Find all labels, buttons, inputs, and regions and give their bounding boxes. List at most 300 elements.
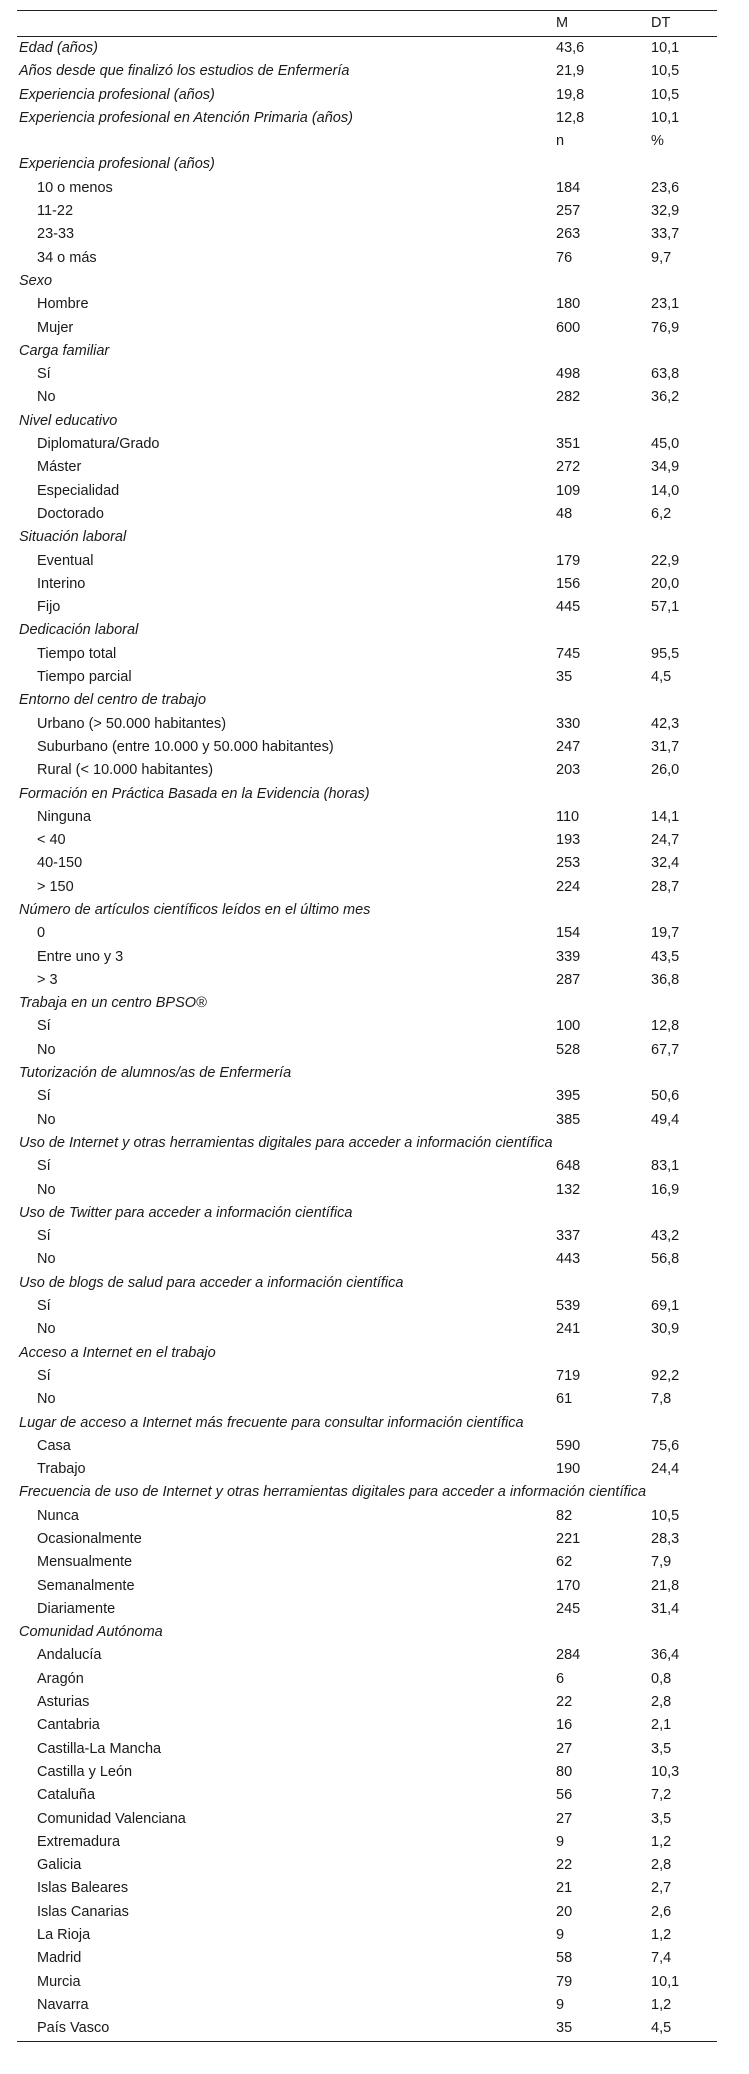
row-label: 10 o menos [37, 179, 113, 196]
table-row [17, 1015, 717, 1038]
row-value-m: 16 [556, 1717, 573, 1734]
row-value-dt: 14,0 [651, 482, 680, 499]
row-value-dt [649, 1062, 717, 1085]
table-row [17, 1085, 717, 1108]
row-value-dt: 24,4 [651, 1461, 680, 1478]
row-label: Islas Canarias [37, 1903, 129, 1920]
table-section-row [17, 130, 717, 153]
row-label: Formación en Práctica Basada en la Evidencia (horas) [19, 785, 370, 802]
row-value-m: 600 [556, 319, 581, 336]
row-label: Nunca [37, 1507, 79, 1524]
row-value-m: 35 [556, 2020, 573, 2037]
table-row [17, 969, 717, 992]
row-label: 40-150 [37, 855, 83, 872]
row-value-m: 287 [556, 971, 581, 988]
row-label: Nivel educativo [19, 412, 118, 429]
table-header [17, 11, 717, 37]
row-value-dt: 3,5 [651, 1740, 672, 1757]
row-label: Años desde que finalizó los estudios de Enfermería [19, 63, 350, 80]
row-value-dt: 2,8 [651, 1694, 672, 1711]
row-value-dt: 10,1 [651, 40, 680, 56]
table-row [17, 503, 717, 526]
row-label: Uso de Internet y otras herramientas digitales para acceder a información científica [19, 1134, 553, 1151]
row-label: No [37, 1321, 56, 1338]
row-value-m: 272 [556, 459, 581, 476]
row-value-m: 58 [556, 1950, 573, 1967]
row-value-m [554, 526, 649, 549]
row-value-m: 61 [556, 1391, 573, 1408]
row-label: Urbano (> 50.000 habitantes) [37, 715, 227, 732]
table-section-row [17, 1412, 717, 1435]
table-row [17, 806, 717, 829]
row-label: Experiencia profesional (años) [19, 86, 215, 103]
row-label: Aragón [37, 1670, 84, 1687]
table-row [17, 1575, 717, 1598]
row-value-dt: 42,3 [651, 715, 680, 732]
table-row [17, 1155, 717, 1178]
row-label: Hombre [37, 296, 89, 313]
row-label: País Vasco [37, 2020, 110, 2037]
row-value-dt: 2,6 [651, 1903, 672, 1920]
table-row [17, 1318, 717, 1341]
row-label: Lugar de acceso a Internet más frecuente para consultar información científica [19, 1414, 524, 1431]
row-value-dt: 7,8 [651, 1391, 672, 1408]
row-label: Acceso a Internet en el trabajo [19, 1344, 216, 1361]
row-value-m: 498 [556, 366, 581, 383]
table-row [17, 1877, 717, 1900]
row-value-m: 22 [556, 1857, 573, 1874]
table-body [17, 37, 717, 2042]
row-value-dt [649, 1621, 717, 1644]
row-label: Especialidad [37, 482, 120, 499]
table-section-row [17, 899, 717, 922]
table-row [17, 736, 717, 759]
row-label: Situación laboral [19, 529, 127, 546]
row-value-m [554, 1621, 649, 1644]
table-row [17, 759, 717, 782]
row-value-m: 79 [556, 1973, 573, 1990]
row-value-m: 224 [556, 878, 581, 895]
row-value-m [554, 992, 649, 1015]
row-value-dt: 31,4 [651, 1600, 680, 1617]
table-row [17, 1505, 717, 1528]
table-row [17, 1109, 717, 1132]
row-label: Sí [37, 366, 51, 383]
table-row [17, 1598, 717, 1621]
row-value-dt: 16,9 [651, 1181, 680, 1198]
row-value-m: 19,8 [556, 86, 585, 103]
row-value-dt: 33,7 [651, 226, 680, 243]
row-value-m: 132 [556, 1181, 581, 1198]
row-value-m: 56 [556, 1787, 573, 1804]
row-value-m: n [556, 133, 565, 150]
row-value-dt: 50,6 [651, 1088, 680, 1105]
row-value-m [554, 1202, 649, 1225]
row-label: Semanalmente [37, 1577, 135, 1594]
row-label: Carga familiar [19, 342, 110, 359]
row-label: Castilla y León [37, 1763, 133, 1780]
table-section-row [17, 689, 717, 712]
row-value-m: 170 [556, 1577, 581, 1594]
data-table [17, 10, 717, 2042]
row-value-m: 351 [556, 436, 581, 453]
row-label: 23-33 [37, 226, 75, 243]
table-row [17, 1225, 717, 1248]
table-row [17, 852, 717, 875]
row-value-m: 539 [556, 1298, 581, 1315]
table-row [17, 1528, 717, 1551]
row-value-dt: 21,8 [651, 1577, 680, 1594]
row-value-dt: 2,1 [651, 1717, 672, 1734]
row-label: Extremadura [37, 1833, 121, 1850]
row-value-m: 193 [556, 832, 581, 849]
row-label: Andalucía [37, 1647, 102, 1664]
row-label: Suburbano (entre 10.000 y 50.000 habitantes) [37, 738, 334, 755]
row-label: Sí [37, 1088, 51, 1105]
row-value-m [554, 1132, 649, 1155]
row-label: Tiempo total [37, 645, 117, 662]
table-section-row [17, 37, 717, 61]
row-value-dt: 36,2 [651, 389, 680, 406]
row-value-m: 284 [556, 1647, 581, 1664]
table-row [17, 1644, 717, 1667]
row-value-m: 180 [556, 296, 581, 313]
row-value-dt [649, 1202, 717, 1225]
row-label: Entre uno y 3 [37, 948, 124, 965]
row-label: Comunidad Valenciana [37, 1810, 186, 1827]
row-value-m: 43,6 [556, 40, 585, 56]
row-value-m [554, 340, 649, 363]
row-label: Uso de Twitter para acceder a información científica [19, 1204, 353, 1221]
row-value-dt: 10,5 [651, 1507, 680, 1524]
table-section-row [17, 84, 717, 107]
table-row [17, 456, 717, 479]
row-value-m: 648 [556, 1158, 581, 1175]
row-value-dt [649, 689, 717, 712]
table-row [17, 200, 717, 223]
table-row [17, 293, 717, 316]
table-section-row [17, 107, 717, 130]
row-label: Madrid [37, 1950, 82, 1967]
row-value-m [554, 1342, 649, 1365]
table-section-row [17, 340, 717, 363]
table-section-row [17, 1272, 717, 1295]
row-label: Castilla-La Mancha [37, 1740, 162, 1757]
row-value-m: 156 [556, 575, 581, 592]
row-value-m: 76 [556, 249, 573, 266]
row-value-dt: 31,7 [651, 738, 680, 755]
row-value-m [554, 1062, 649, 1085]
row-value-m: 445 [556, 599, 581, 616]
row-value-dt: 30,9 [651, 1321, 680, 1338]
row-value-dt: 4,5 [651, 2020, 672, 2037]
row-label: Cantabria [37, 1717, 100, 1734]
table-section-row [17, 1621, 717, 1644]
row-label: Sí [37, 1018, 51, 1035]
header-m: M [554, 11, 649, 37]
row-value-dt [649, 1272, 717, 1295]
row-value-m: 203 [556, 762, 581, 779]
table-row [17, 1947, 717, 1970]
table-row [17, 1761, 717, 1784]
row-label: No [37, 1181, 56, 1198]
row-value-dt: 20,0 [651, 575, 680, 592]
row-value-m: 179 [556, 552, 581, 569]
row-value-dt: 95,5 [651, 645, 680, 662]
row-value-dt: 56,8 [651, 1251, 680, 1268]
row-value-dt: 2,8 [651, 1857, 672, 1874]
row-value-dt: 49,4 [651, 1111, 680, 1128]
row-label: Fijo [37, 599, 61, 616]
row-value-dt: 1,2 [651, 1996, 672, 2013]
row-label: No [37, 389, 56, 406]
row-value-dt: 43,2 [651, 1228, 680, 1245]
row-value-dt: 45,0 [651, 436, 680, 453]
table-row [17, 317, 717, 340]
row-value-m: 110 [556, 808, 580, 825]
table-row [17, 1784, 717, 1807]
row-value-dt [649, 783, 717, 806]
row-label: Casa [37, 1437, 71, 1454]
row-label: Sí [37, 1298, 51, 1315]
row-label: Navarra [37, 1996, 89, 2013]
row-label: 34 o más [37, 249, 97, 266]
table-row [17, 1458, 717, 1481]
row-label: Eventual [37, 552, 94, 569]
table-row [17, 1388, 717, 1411]
row-value-m: 154 [556, 925, 581, 942]
row-label: No [37, 1391, 56, 1408]
row-label: Sí [37, 1228, 51, 1245]
row-value-dt: 32,4 [651, 855, 680, 872]
table-row [17, 1738, 717, 1761]
table-section-row [17, 153, 717, 176]
row-label: Experiencia profesional (años) [19, 156, 215, 173]
row-value-m: 337 [556, 1228, 581, 1245]
row-label: Edad (años) [19, 40, 98, 56]
row-value-m: 443 [556, 1251, 581, 1268]
row-label: Trabaja en un centro BPSO® [19, 995, 207, 1012]
row-label: Trabajo [37, 1461, 86, 1478]
row-value-dt [649, 410, 717, 433]
row-label: Islas Baleares [37, 1880, 129, 1897]
row-value-dt: 6,2 [651, 505, 672, 522]
table-section-row [17, 619, 717, 642]
row-value-m: 35 [556, 669, 573, 686]
row-label: Tiempo parcial [37, 669, 132, 686]
row-value-m: 27 [556, 1740, 573, 1757]
row-value-m: 80 [556, 1763, 573, 1780]
row-value-dt: 10,3 [651, 1763, 680, 1780]
row-label: Interino [37, 575, 86, 592]
row-value-m: 395 [556, 1088, 581, 1105]
row-value-m [554, 1412, 649, 1435]
row-label: 11-22 [37, 203, 74, 220]
row-value-dt: 83,1 [651, 1158, 680, 1175]
row-value-m: 9 [556, 1996, 565, 2013]
row-value-m: 184 [556, 179, 581, 196]
row-value-dt [649, 1412, 717, 1435]
row-label: No [37, 1251, 56, 1268]
table-row [17, 1248, 717, 1271]
row-label: Cataluña [37, 1787, 96, 1804]
row-label: Murcia [37, 1973, 81, 1990]
row-value-m: 9 [556, 1927, 565, 1944]
row-label: Diariamente [37, 1600, 116, 1617]
row-value-dt [649, 899, 717, 922]
row-value-m: 247 [556, 738, 581, 755]
row-label: Número de artículos científicos leídos en el último mes [19, 901, 371, 918]
row-value-m: 245 [556, 1600, 581, 1617]
table-row [17, 1924, 717, 1947]
row-value-m: 12,8 [556, 109, 585, 126]
table-row [17, 573, 717, 596]
row-label: Ocasionalmente [37, 1531, 142, 1547]
row-value-dt: 92,2 [651, 1367, 680, 1384]
row-value-dt: 22,9 [651, 552, 680, 569]
table-row [17, 247, 717, 270]
row-value-dt: 1,2 [651, 1927, 672, 1944]
row-value-m: 6 [556, 1670, 565, 1687]
row-value-dt: 34,9 [651, 459, 680, 476]
table-row [17, 1039, 717, 1062]
row-value-dt: % [651, 133, 664, 150]
table-row [17, 386, 717, 409]
table-row [17, 1808, 717, 1831]
row-value-m [554, 619, 649, 642]
row-value-dt: 0,8 [651, 1670, 672, 1687]
table-row [17, 433, 717, 456]
row-value-m: 62 [556, 1554, 573, 1571]
table-section-row [17, 526, 717, 549]
row-value-m: 190 [556, 1461, 581, 1478]
row-label: > 150 [37, 878, 74, 895]
row-value-m: 82 [556, 1507, 573, 1524]
row-value-dt: 10,1 [651, 1973, 680, 1990]
row-value-m: 745 [556, 645, 581, 662]
row-value-dt: 12,8 [651, 1018, 680, 1035]
row-label [17, 130, 554, 153]
row-value-dt: 10,5 [651, 63, 680, 80]
row-label: Galicia [37, 1857, 82, 1874]
row-label: Frecuencia de uso de Internet y otras herramientas digitales para acceder a información científica [19, 1484, 647, 1501]
row-value-dt: 43,5 [651, 948, 680, 965]
row-value-m: 263 [556, 226, 581, 243]
row-value-m: 221 [556, 1531, 581, 1547]
row-value-dt: 36,8 [651, 971, 680, 988]
table-row [17, 643, 717, 666]
row-label: > 3 [37, 971, 58, 988]
table-row [17, 1831, 717, 1854]
row-value-m: 48 [556, 505, 573, 522]
row-value-dt: 3,5 [651, 1810, 672, 1827]
row-value-m: 590 [556, 1437, 581, 1454]
row-value-dt: 76,9 [651, 319, 680, 336]
table-row [17, 1551, 717, 1574]
row-label: Experiencia profesional en Atención Primaria (años) [19, 109, 353, 126]
row-value-dt [649, 1481, 717, 1504]
table-row [17, 363, 717, 386]
row-value-m: 109 [556, 482, 581, 499]
row-value-dt [649, 1342, 717, 1365]
row-value-dt: 28,3 [651, 1531, 680, 1547]
table-section-row [17, 1202, 717, 1225]
row-value-dt: 57,1 [651, 599, 680, 616]
table-section-row [17, 1132, 717, 1155]
row-value-m: 282 [556, 389, 581, 406]
row-label: Entorno del centro de trabajo [19, 692, 207, 709]
table-section-row [17, 992, 717, 1015]
table-section-row [17, 1481, 717, 1504]
row-value-dt [649, 270, 717, 293]
row-label: Sí [37, 1367, 51, 1384]
row-value-m: 241 [556, 1321, 581, 1338]
row-value-dt: 10,5 [651, 86, 680, 103]
row-value-dt: 26,0 [651, 762, 680, 779]
table-section-row [17, 1342, 717, 1365]
row-value-m: 339 [556, 948, 581, 965]
table-row [17, 1691, 717, 1714]
row-value-m: 9 [556, 1833, 565, 1850]
table-row [17, 922, 717, 945]
table-row [17, 1295, 717, 1318]
row-value-dt [649, 992, 717, 1015]
table-row [17, 1994, 717, 2017]
table-row [17, 596, 717, 619]
table-row [17, 1668, 717, 1691]
row-label: Diplomatura/Grado [37, 436, 160, 453]
row-value-m [554, 783, 649, 806]
table-row [17, 713, 717, 736]
table-row [17, 1435, 717, 1458]
row-value-m: 100 [556, 1018, 581, 1035]
row-label: Dedicación laboral [19, 622, 139, 639]
row-value-m [554, 153, 649, 176]
row-value-dt [649, 340, 717, 363]
row-value-dt [649, 153, 717, 176]
table-section-row [17, 270, 717, 293]
row-value-m: 719 [556, 1367, 581, 1384]
row-label: No [37, 1041, 56, 1058]
row-value-dt: 14,1 [651, 808, 680, 825]
row-label: Comunidad Autónoma [19, 1624, 163, 1641]
table-row [17, 666, 717, 689]
row-value-m: 27 [556, 1810, 573, 1827]
header-row [17, 11, 717, 37]
row-value-dt: 67,7 [651, 1041, 680, 1058]
row-value-m [554, 1272, 649, 1295]
row-value-m: 253 [556, 855, 581, 872]
table-section-row [17, 60, 717, 83]
row-value-m [554, 410, 649, 433]
table-row [17, 1714, 717, 1737]
table-row [17, 550, 717, 573]
row-value-dt [649, 526, 717, 549]
header-label [17, 11, 554, 37]
row-label: Mensualmente [37, 1554, 133, 1571]
row-label: La Rioja [37, 1927, 91, 1944]
row-label: Máster [37, 459, 82, 476]
row-value-dt: 1,2 [651, 1833, 672, 1850]
row-value-m: 528 [556, 1041, 581, 1058]
header-dt: DT [649, 11, 717, 37]
table-row [17, 480, 717, 503]
row-value-dt: 7,9 [651, 1554, 672, 1571]
row-label: Ninguna [37, 808, 92, 825]
row-label: Mujer [37, 319, 74, 336]
row-value-m [554, 270, 649, 293]
row-label: < 40 [37, 832, 66, 849]
